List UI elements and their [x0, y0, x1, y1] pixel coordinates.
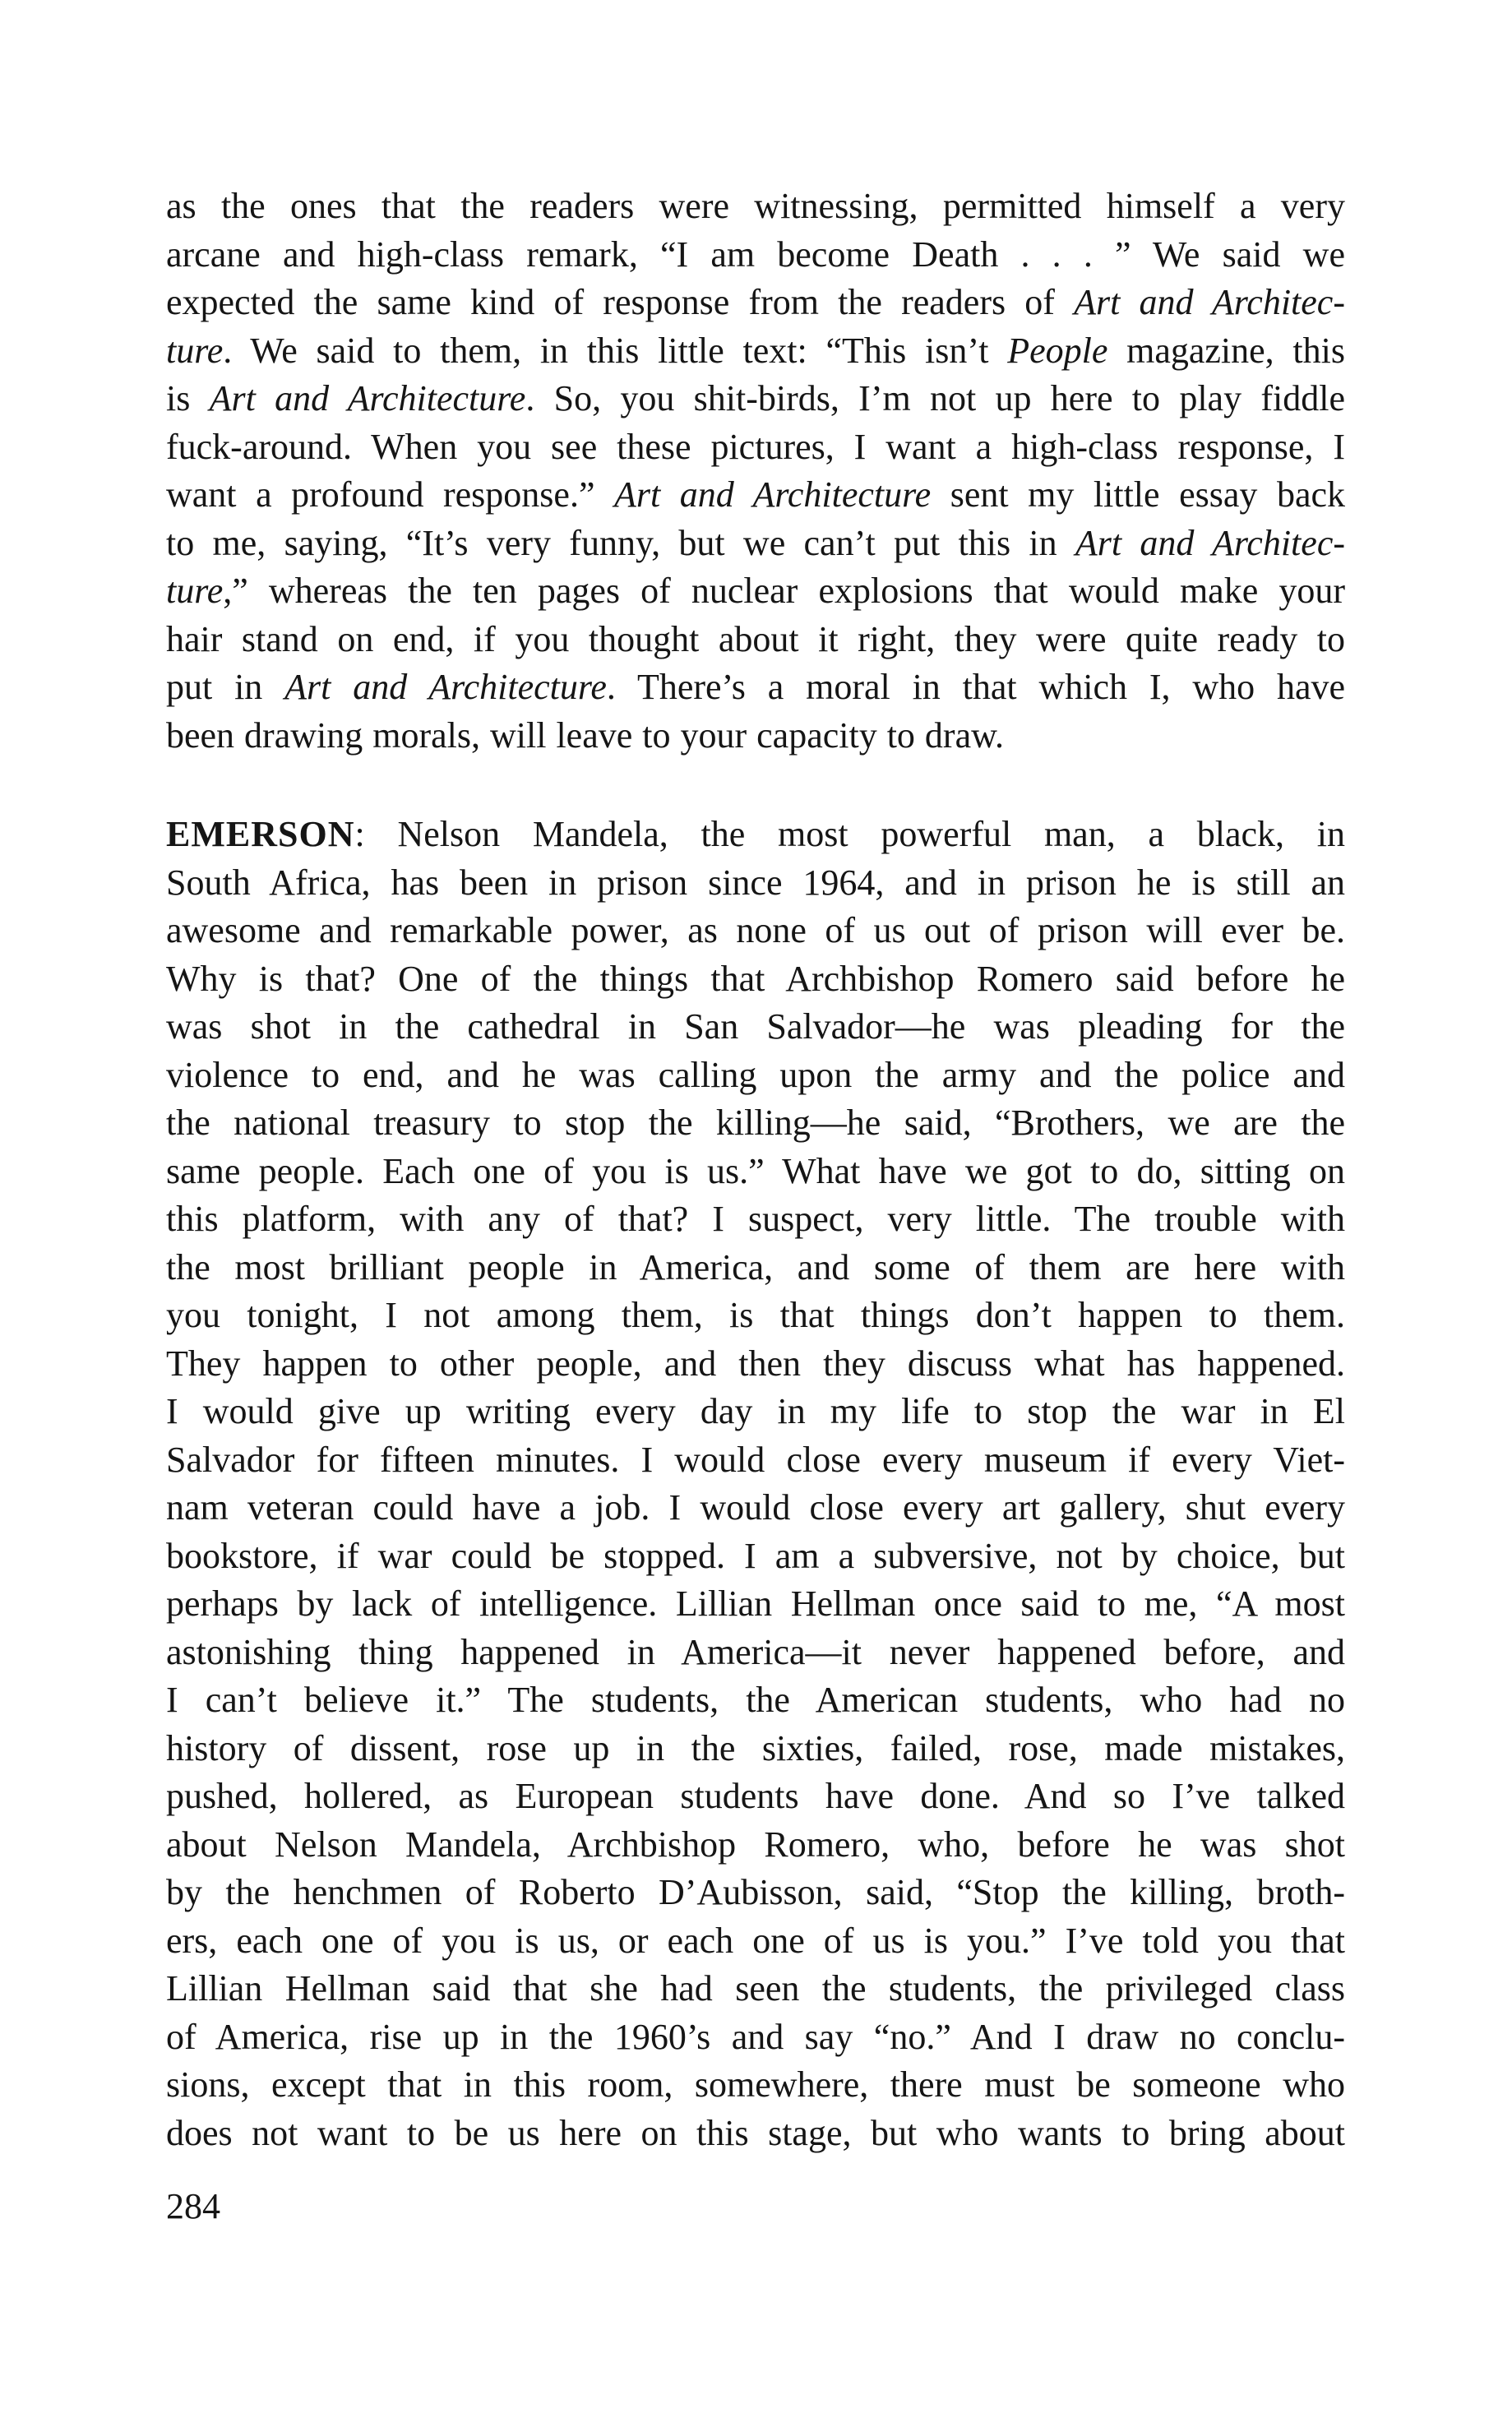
text-line [166, 1292, 1345, 1340]
paragraph-1 [166, 183, 1345, 760]
italic-title: Art and Architec- [1074, 282, 1345, 322]
text-run: violence to end, and he was calling upon the army and the police and [166, 1054, 1345, 1095]
text-run: : Nelson Mandela, the most powerful man, a black, in [354, 814, 1345, 854]
text-run: sions, except that in this room, somewhere, there must be someone who [166, 2064, 1345, 2105]
text-line [166, 2110, 1345, 2158]
italic-title: ture [166, 571, 224, 611]
text-run: same people. Each one of you is us.” What have we got to do, sitting on [166, 1150, 1345, 1191]
text-line [166, 1629, 1345, 1677]
text-line [166, 1484, 1345, 1532]
text-run: . We said to them, in this little text: “This isn’t [223, 330, 1008, 371]
italic-title: Art and Architecture [614, 474, 932, 515]
text-run: . There’s a moral in that which I, who have [606, 667, 1345, 707]
text-line [166, 1436, 1345, 1485]
text-line [166, 1917, 1345, 1966]
text-run: is [166, 378, 210, 418]
text-run: Why is that? One of the things that Archbishop Romero said before he [166, 958, 1345, 999]
text-line [166, 1965, 1345, 2013]
text-run: the national treasury to stop the killing—he said, “Brothers, we are the [166, 1102, 1345, 1143]
text-line [166, 616, 1345, 664]
text-line [166, 1148, 1345, 1196]
text-line [166, 231, 1345, 280]
text-line [166, 2013, 1345, 2062]
text-run: They happen to other people, and then they discuss what has happened. [166, 1343, 1345, 1384]
text-line [166, 1340, 1345, 1389]
text-run: history of dissent, rose up in the sixties, failed, rose, made mistakes, [166, 1727, 1345, 1768]
speaker-name: EMERSON [166, 814, 355, 854]
text-run: was shot in the cathedral in San Salvador—he was pleading for the [166, 1006, 1345, 1047]
text-run: bookstore, if war could be stopped. I am a subversive, not by choice, but [166, 1535, 1345, 1576]
text-run: awesome and remarkable power, as none of us out of prison will ever be. [166, 910, 1345, 950]
italic-title: Art and Architec- [1075, 522, 1345, 563]
text-run: astonishing thing happened in America—it never happened before, and [166, 1631, 1345, 1672]
text-line [166, 471, 1345, 520]
text-line [166, 1244, 1345, 1292]
text-run: sent my little essay back [931, 474, 1346, 515]
text-run: the most brilliant people in America, and some of them are here with [166, 1246, 1345, 1287]
page-number: 284 [166, 2186, 220, 2226]
text-run: does not want to be us here on this stage, but who wants to bring about [166, 2112, 1345, 2153]
text-run: ,” whereas the ten pages of nuclear explosions that would make your [223, 571, 1345, 611]
text-run: perhaps by lack of intelligence. Lillian Hellman once said to me, “A most [166, 1583, 1345, 1624]
text-line [166, 1532, 1345, 1581]
text-line [166, 1821, 1345, 1870]
text-line [166, 327, 1345, 376]
text-line [166, 712, 1345, 760]
text-run: of America, rise up in the 1960’s and say “no.” And I draw no conclu- [166, 2016, 1345, 2057]
text-run: this platform, with any of that? I suspect, very little. The trouble with [166, 1199, 1345, 1239]
text-run: hair stand on end, if you thought about it right, they were quite ready to [166, 618, 1345, 659]
text-run: you tonight, I not among them, is that things don’t happen to them. [166, 1295, 1345, 1335]
italic-title: Art and Architecture [209, 378, 526, 418]
text-run: I can’t believe it.” The students, the American students, who had no [166, 1680, 1345, 1720]
text-line [166, 375, 1345, 423]
text-run: pushed, hollered, as European students have done. And so I’ve talked [166, 1776, 1345, 1816]
text-run: ers, each one of you is us, or each one of us is you.” I’ve told you that [166, 1920, 1345, 1961]
text-line [166, 1676, 1345, 1725]
text-run: put in [166, 667, 285, 707]
text-run: I would give up writing every day in my life to stop the war in El [166, 1391, 1345, 1431]
text-run: . So, you shit-birds, I’m not up here to play fiddle [525, 378, 1345, 418]
text-line [166, 1195, 1345, 1244]
text-line [166, 811, 1345, 859]
text-run: by the henchmen of Roberto D’Aubisson, said, “Stop the killing, broth- [166, 1872, 1345, 1912]
text-line [166, 1003, 1345, 1052]
text-run: magazine, this [1107, 330, 1346, 371]
text-run: fuck-around. When you see these pictures, I want a high-class response, I [166, 426, 1345, 467]
text-run: as the ones that the readers were witnessing, permitted himself a very [166, 186, 1345, 226]
text-line [166, 1773, 1345, 1821]
text-line [166, 279, 1345, 327]
text-line [166, 663, 1345, 712]
text-line [166, 907, 1345, 955]
text-line [166, 1052, 1345, 1100]
text-line [166, 1388, 1345, 1436]
text-run: want a profound response.” [166, 474, 615, 515]
text-line [166, 520, 1345, 568]
text-run: about Nelson Mandela, Archbishop Romero, who, before he was shot [166, 1824, 1345, 1865]
text-line [166, 2061, 1345, 2110]
paragraph-2-emerson [166, 811, 1345, 2157]
text-run: nam veteran could have a job. I would close every art gallery, shut every [166, 1487, 1345, 1528]
italic-title: Art and Architecture [284, 667, 607, 707]
text-line [166, 1099, 1345, 1148]
text-run: Lillian Hellman said that she had seen the students, the privileged class [166, 1968, 1345, 2009]
text-run: to me, saying, “It’s very funny, but we can’t put this in [166, 522, 1075, 563]
text-line [166, 1580, 1345, 1629]
text-run: expected the same kind of response from the readers of [166, 282, 1075, 322]
text-line [166, 859, 1345, 908]
text-run: arcane and high-class remark, “I am become Death . . . ” We said we [166, 233, 1345, 275]
text-line [166, 423, 1345, 472]
text-line [166, 1725, 1345, 1773]
text-line [166, 183, 1345, 231]
text-line [166, 955, 1345, 1004]
italic-title: ture [166, 330, 224, 371]
italic-title: People [1007, 330, 1108, 371]
text-run: South Africa, has been in prison since 1964, and in prison he is still an [166, 862, 1345, 903]
text-line [166, 567, 1345, 616]
text-run: been drawing morals, will leave to your capacity to draw. [166, 714, 1005, 756]
text-line [166, 1869, 1345, 1917]
text-run: Salvador for fifteen minutes. I would close every museum if every Viet- [166, 1439, 1345, 1480]
